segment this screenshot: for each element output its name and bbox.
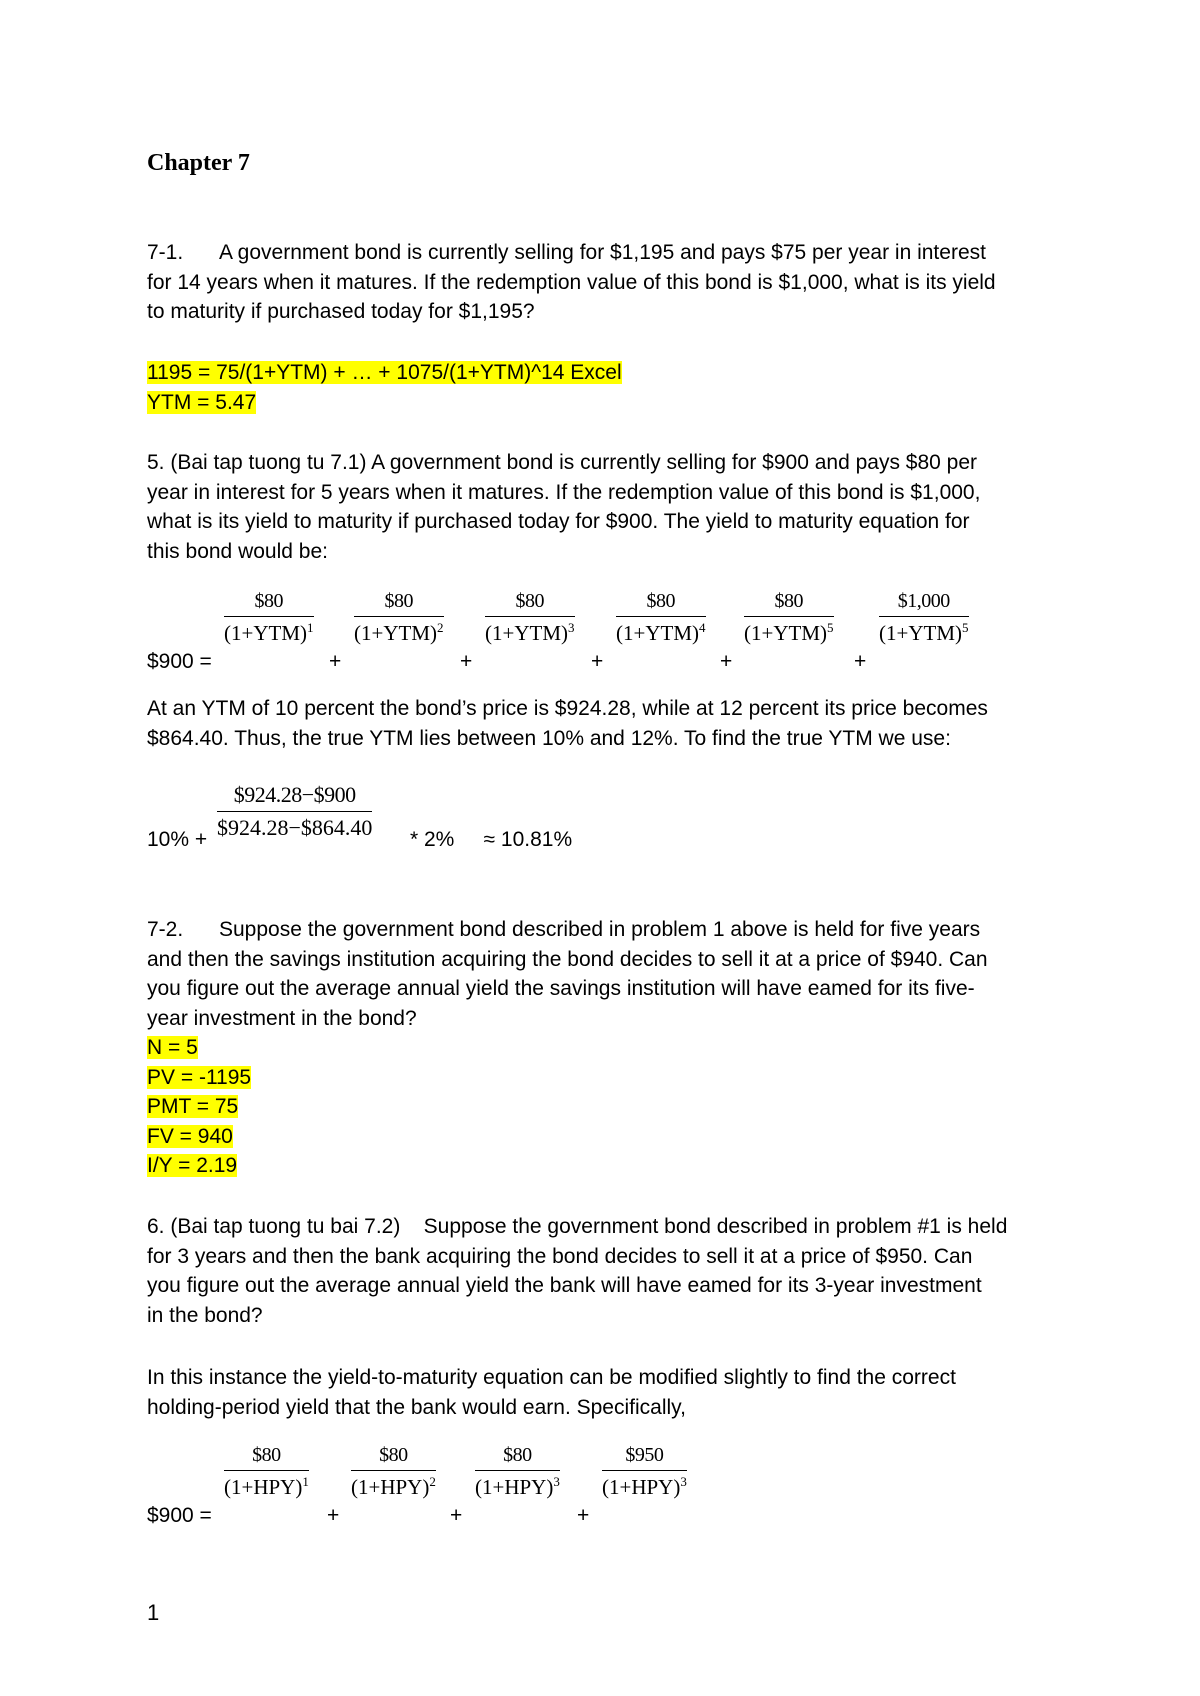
plus-sign: + [327, 1504, 340, 1527]
plus-sign: + [854, 650, 867, 673]
problem-5-explanation: At an YTM of 10 percent the bond’s price is $924.28, while at 12 percent its price becomes $864.40. Thus, the true YTM lies between 10% and 12%. To find the true YTM we use: [147, 697, 988, 750]
interpolation-result: * 2% ≈ 10.81% [410, 828, 573, 851]
problem-7-1-line-1: 7-1. A government bond is currently selling for $1,195 and pays $75 per year in interest [147, 238, 1077, 268]
interpolation-formula [147, 782, 747, 852]
ytm-equation [147, 590, 997, 680]
problem-7-1-answer [147, 358, 1077, 417]
problem-7-1-line-2: for 14 years when it matures. If the redemption value of this bond is $1,000, what is its yield [147, 270, 996, 294]
equation-term: $80 $(1+YTM)^5$ [744, 590, 834, 645]
interpolation-denominator: $924.28−$864.40 [217, 815, 373, 840]
highlighted-answer: N = 5 [147, 1036, 198, 1059]
equation-term: $80 $(1+YTM)^3$ [485, 590, 575, 645]
equation-term: $80 $(1+YTM)^4$ [616, 590, 706, 645]
chapter-title: Chapter 7 [147, 150, 250, 176]
page-number: 1 [147, 1600, 160, 1625]
highlighted-answer: YTM = 5.47 [147, 390, 257, 414]
plus-sign: + [460, 650, 473, 673]
hpy-equation [147, 1444, 747, 1534]
equation-term: $950 $(1+HPY)^3$ [602, 1444, 687, 1499]
equation-term: $80 $(1+YTM)^2$ [354, 590, 444, 645]
equation-lhs: $900 = [147, 650, 212, 673]
interpolation-numerator: $924.28−$900 [233, 782, 356, 807]
plus-sign: + [450, 1504, 463, 1527]
highlighted-answer: PMT = 75 [147, 1095, 239, 1118]
problem-6: 6. (Bai tap tuong tu bai 7.2) Suppose the government bond described in problem #1 is held for 3 years and then the bank acquiring the bond decides to sell it at a price of $950. Can you figure out the average annual yield the bank will have eamed for its 3-year investment in the bond? [147, 1215, 1008, 1327]
problem-7-1-line-3: to maturity if purchased today for $1,195? [147, 300, 535, 323]
highlighted-answer: FV = 940 [147, 1124, 233, 1148]
problem-6-explanation: In this instance the yield-to-maturity equation can be modified slightly to find the correct holding-period yield that the bank would earn. Specifically, [147, 1366, 956, 1419]
problem-7-1 [147, 238, 1077, 327]
highlighted-answer: 1195 = 75/(1+YTM) + … + 1075/(1+YTM)^14 Excel [147, 361, 622, 384]
highlighted-answer: PV = -1195 [147, 1065, 252, 1089]
equation-term: $80 $(1+HPY)^1$ [224, 1444, 309, 1499]
interpolation-fraction [217, 782, 372, 841]
equation-term: $80 $(1+HPY)^2$ [351, 1444, 436, 1499]
equation-lhs: $900 = [147, 1504, 212, 1527]
plus-sign: + [591, 650, 604, 673]
problem-number: 7-2. [147, 918, 184, 941]
equation-term: $80 $(1+YTM)^1$ [224, 590, 314, 645]
problem-5: 5. (Bai tap tuong tu 7.1) A government bond is currently selling for $900 and pays $80 per year in interest for 5 years when it matures. If the redemption value of this bond is $1,000, what is its yield to maturity if purchased today for $900. The yield to maturity equation for this bond would be: [147, 451, 981, 563]
problem-number: 7-1. [147, 241, 184, 264]
plus-sign: + [577, 1504, 590, 1527]
problem-7-2: 7-2. Suppose the government bond described in problem 1 above is held for five years and then the savings institution acquiring the bond decides to sell it at a price of $940. Can you figure out the average annual yield the savings institution will have eamed for its five- year investment in the bond? N = 5 PV = -1195 PMT = 75 FV = 940 I/Y = 2.19 [147, 915, 1077, 1181]
plus-sign: + [720, 650, 733, 673]
interpolation-prefix: 10% + [147, 828, 208, 851]
equation-term: $80 $(1+HPY)^3$ [475, 1444, 560, 1499]
equation-term: $1,000 $(1+YTM)^5$ [879, 590, 969, 645]
highlighted-answer: I/Y = 2.19 [147, 1154, 238, 1177]
plus-sign: + [329, 650, 342, 673]
